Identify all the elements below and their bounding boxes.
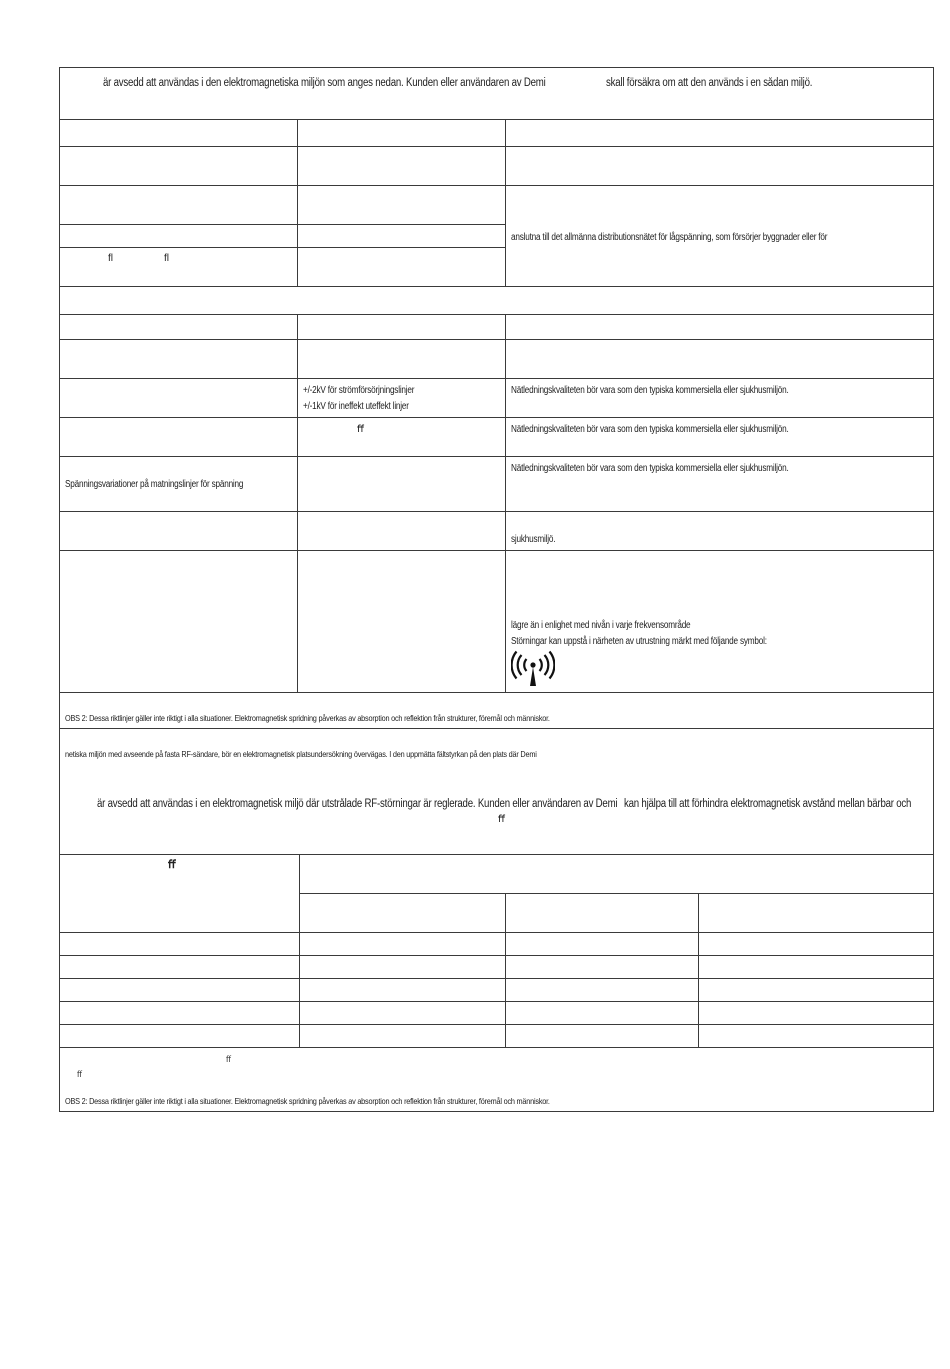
table3-intro-text-b: kan hjälpa till att förhindra elektromagnetisk avstånd mellan bärbar och (624, 798, 912, 810)
table2-esd-col1 (59, 339, 298, 379)
freq-guidance-text: sjukhusmiljö. (511, 534, 556, 545)
table1-row1-col2 (297, 146, 506, 186)
table3-note2: OBS 2: Dessa riktlinjer gäller inte riktigt i alla situationer. Elektromagnetisk spridning påverkas av absorption och reflektion från strukturer, föremål och människor. (65, 1096, 550, 1106)
table1-row3-col1 (59, 224, 298, 248)
table3-subheader-col2 (505, 893, 699, 933)
table3-row4-col1 (59, 1001, 300, 1025)
table1-ligature-b: ﬂ (164, 253, 169, 264)
table3-row1-col4 (698, 932, 934, 956)
dips-guidance-text: Nätledningskvaliteten bör vara som den typiska kommersiella eller sjukhusmiljön. (511, 463, 789, 474)
table2-header-col2 (297, 314, 506, 340)
table1-row4-col1 (59, 247, 298, 287)
table1-row1-col1 (59, 146, 298, 186)
table1-intro-text-a: är avsedd att användas i den elektromagnetiska miljön som anges nedan. Kunden eller användaren av Demi (103, 77, 546, 89)
table3-row4-col4 (698, 1001, 934, 1025)
table2-surge-col2 (297, 417, 506, 457)
table1-emission-guidance-text: anslutna till det allmänna distributionsnätet för lågspänning, som försörjer byggnader eller för (511, 232, 828, 243)
table2-rf-col1 (59, 550, 298, 693)
table3-row3-col3 (505, 978, 699, 1002)
table3-header-ligature: ﬀ (168, 859, 176, 871)
table3-row3-col2 (299, 978, 506, 1002)
dips-label: Spänningsvariationer på matningslinjer för spänning (65, 479, 244, 490)
burst-guidance-text: Nätledningskvaliteten bör vara som den typiska kommersiella eller sjukhusmiljön. (511, 385, 789, 396)
surge-guidance-text: Nätledningskvaliteten bör vara som den typiska kommersiella eller sjukhusmiljön. (511, 424, 789, 435)
table2-header-col1 (59, 314, 298, 340)
table1-header-col2 (297, 119, 506, 147)
table1-ligature-a: ﬂ (108, 253, 113, 264)
table3-row2-col2 (299, 955, 506, 979)
table2-freq-col1 (59, 511, 298, 551)
rf-guidance-line1: lägre än i enlighet med nivån i varje frekvensområde (511, 620, 691, 631)
table3-subheader-col3 (698, 893, 934, 933)
table3-intro-text-a: är avsedd att användas i en elektromagnetisk miljö där utstrålade RF-störningar är reglerade. Kunden eller användaren av Demi (97, 798, 618, 810)
table3-header-power-cell (59, 854, 300, 933)
table2-esd-col3 (505, 339, 934, 379)
table3-row4-col3 (505, 1001, 699, 1025)
table2-title-cell (59, 286, 934, 315)
table2-rf-col2 (297, 550, 506, 693)
surge-ligature: ﬀ (357, 424, 364, 435)
table3-subheader-col1 (299, 893, 506, 933)
table2-burst-col1 (59, 378, 298, 418)
table1-row3-col2 (297, 224, 506, 248)
table2-dips-col2 (297, 456, 506, 512)
table3-row1-col3 (505, 932, 699, 956)
table1-header-col1 (59, 119, 298, 147)
table1-row2-col1 (59, 185, 298, 225)
table3-row5-col1 (59, 1024, 300, 1048)
table2-header-col3 (505, 314, 934, 340)
table3-row3-col1 (59, 978, 300, 1002)
table1-row4-col2 (297, 247, 506, 287)
table3-row2-col1 (59, 955, 300, 979)
table1-intro-cell (59, 67, 934, 120)
table3-intro-ligature: ﬀ (498, 814, 505, 825)
table3-row4-col2 (299, 1001, 506, 1025)
non-ionizing-radiation-icon (511, 650, 555, 688)
table1-intro-text-b: skall försäkra om att den används i en sådan miljö. (606, 77, 813, 89)
table3-footnote-ligature-b: ﬀ (77, 1069, 82, 1079)
table1-row2-col2 (297, 185, 506, 225)
table3-row5-col4 (698, 1024, 934, 1048)
table3-row3-col4 (698, 978, 934, 1002)
table2-note2: OBS 2: Dessa riktlinjer gäller inte riktigt i alla situationer. Elektromagnetisk spridning påverkas av absorption och reflektion från strukturer, föremål och människor. (65, 713, 550, 723)
table1-row1-col3 (505, 146, 934, 186)
table3-row5-col3 (505, 1024, 699, 1048)
table3-row2-col3 (505, 955, 699, 979)
burst-value-io-lines: +/-1kV för ineffekt uteffekt linjer (303, 401, 409, 412)
table3-site-survey-text: netiska miljön med avseende på fasta RF-sändare, bör en elektromagnetisk platsundersökning övervägas. I den uppmätta fältstyrkan på den plats där Demi (65, 749, 537, 759)
table3-header-distance-cell (299, 854, 934, 894)
burst-value-power-lines: +/-2kV för strömförsörjningslinjer (303, 385, 415, 396)
table3-footnote-ligature-a: ﬀ (226, 1054, 231, 1064)
table2-freq-col2 (297, 511, 506, 551)
table3-row2-col4 (698, 955, 934, 979)
table2-surge-col1 (59, 417, 298, 457)
table2-freq-col3 (505, 511, 934, 551)
rf-guidance-line2: Störningar kan uppstå i närheten av utrustning märkt med följande symbol: (511, 636, 767, 647)
table3-row1-col2 (299, 932, 506, 956)
table1-header-col3 (505, 119, 934, 147)
table2-esd-col2 (297, 339, 506, 379)
table3-row5-col2 (299, 1024, 506, 1048)
table3-row1-col1 (59, 932, 300, 956)
